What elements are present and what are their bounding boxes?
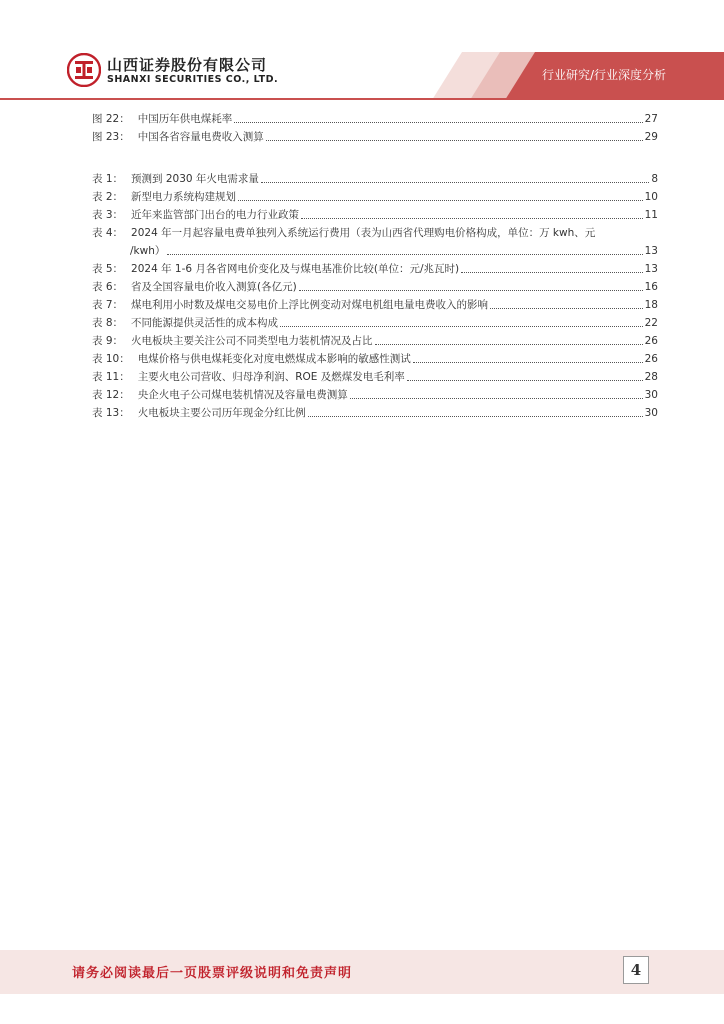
toc-label: 表 11： xyxy=(92,371,130,383)
toc-title: 煤电利用小时数及煤电交易电价上浮比例变动对煤电机组电量电费收入的影响 xyxy=(131,299,489,311)
toc-page-number: 30 xyxy=(644,389,658,401)
toc-label: 表 7： xyxy=(92,299,124,311)
page-number: 4 xyxy=(623,956,649,984)
table-list xyxy=(92,168,658,420)
toc-leader xyxy=(266,139,643,141)
toc-title: 中国各省容量电费收入测算 xyxy=(137,131,264,143)
toc-title: 2024 年 1-6 月各省网电价变化及与煤电基准价比较(单位：元/兆瓦时) xyxy=(131,263,460,275)
company-name-en: SHANXI SECURITIES CO., LTD. xyxy=(107,74,279,85)
toc-leader xyxy=(375,343,643,345)
toc-leader xyxy=(238,199,643,201)
toc-leader xyxy=(308,415,643,417)
toc-leader xyxy=(490,307,643,309)
toc-leader xyxy=(413,361,643,363)
toc-label: 表 10： xyxy=(92,353,130,365)
toc-page-number: 18 xyxy=(644,299,658,311)
toc-entry[interactable] xyxy=(92,330,658,348)
toc-page-number: 10 xyxy=(644,191,658,203)
toc-label: 表 6： xyxy=(92,281,124,293)
page-header xyxy=(0,0,724,100)
footer-disclaimer: 请务必阅读最后一页股票评级说明和免责声明 xyxy=(72,966,353,981)
toc-title: 新型电力系统构建规划 xyxy=(131,191,237,203)
toc-entry[interactable] xyxy=(92,276,658,294)
toc-page-number: 13 xyxy=(644,263,658,275)
toc-title: 2024 年一月起容量电费单独列入系统运行费用（表为山西省代理购电价格构成，单位：万 kwh、元 xyxy=(131,227,596,239)
toc-page-number: 13 xyxy=(644,245,658,257)
report-category: 行业研究/行业深度分析 xyxy=(541,68,666,82)
toc-leader xyxy=(350,397,643,399)
toc-entry[interactable] xyxy=(92,204,658,222)
toc-page-number: 27 xyxy=(644,113,658,125)
toc-title: 火电板块主要公司历年现金分红比例 xyxy=(137,407,306,419)
toc-entry[interactable] xyxy=(92,126,658,144)
toc-page-number: 11 xyxy=(644,209,658,221)
figure-list xyxy=(92,108,658,144)
toc-entry[interactable] xyxy=(92,108,658,126)
toc-label: 表 3： xyxy=(92,209,124,221)
toc-entry[interactable] xyxy=(92,312,658,330)
toc-label: 表 8： xyxy=(92,317,124,329)
toc-label: 表 12： xyxy=(92,389,130,401)
toc-leader xyxy=(407,379,643,381)
toc-leader xyxy=(299,289,643,291)
toc-entry[interactable] xyxy=(92,402,658,420)
company-logo-icon xyxy=(67,53,101,87)
toc-page-number: 30 xyxy=(644,407,658,419)
toc-entry[interactable] xyxy=(92,186,658,204)
toc-label: 表 5： xyxy=(92,263,124,275)
toc-leader xyxy=(280,325,643,327)
toc-page-number: 8 xyxy=(651,173,658,185)
toc-title: 预测到 2030 年火电需求量 xyxy=(131,173,259,185)
toc-page-number: 28 xyxy=(644,371,658,383)
toc-title: 省及全国容量电价收入测算(各亿元) xyxy=(131,281,297,293)
toc-leader xyxy=(167,253,642,255)
toc-label: 表 4： xyxy=(92,227,124,239)
toc-title: 不同能源提供灵活性的成本构成 xyxy=(131,317,279,329)
toc-title: 中国历年供电煤耗率 xyxy=(137,113,233,125)
toc-label: 图 22： xyxy=(92,113,130,125)
toc-label: 表 9： xyxy=(92,335,124,347)
toc-leader xyxy=(301,217,643,219)
toc-entry[interactable] xyxy=(92,222,658,258)
toc-entry[interactable] xyxy=(92,384,658,402)
toc-page-number: 29 xyxy=(644,131,658,143)
toc-page-number: 16 xyxy=(644,281,658,293)
toc-entry[interactable] xyxy=(92,348,658,366)
toc-entry[interactable] xyxy=(92,258,658,276)
toc-entry[interactable] xyxy=(92,294,658,312)
toc-page-number: 26 xyxy=(644,353,658,365)
toc-entry[interactable] xyxy=(92,366,658,384)
toc-label: 表 1： xyxy=(92,173,124,185)
toc-title: 近年来监管部门出台的电力行业政策 xyxy=(131,209,300,221)
toc-label: 表 2： xyxy=(92,191,124,203)
toc-leader xyxy=(261,181,649,183)
toc-label: 表 13： xyxy=(92,407,130,419)
toc-leader xyxy=(234,121,642,123)
toc-page-number: 22 xyxy=(644,317,658,329)
toc-title: 火电板块主要关注公司不同类型电力装机情况及占比 xyxy=(131,335,373,347)
toc-page-number: 26 xyxy=(644,335,658,347)
toc-title: 电煤价格与供电煤耗变化对度电燃煤成本影响的敏感性测试 xyxy=(137,353,411,365)
company-name-cn: 山西证券股份有限公司 xyxy=(107,56,268,74)
toc-title: 主要火电公司营收、归母净利润、ROE 及燃煤发电毛利率 xyxy=(137,371,405,383)
toc-label: 图 23： xyxy=(92,131,130,143)
toc-title: 央企火电子公司煤电装机情况及容量电费测算 xyxy=(137,389,348,401)
toc-leader xyxy=(461,271,642,273)
toc-title-continued: /kwh） xyxy=(130,245,166,257)
toc-entry[interactable] xyxy=(92,168,658,186)
header-band xyxy=(0,0,724,100)
